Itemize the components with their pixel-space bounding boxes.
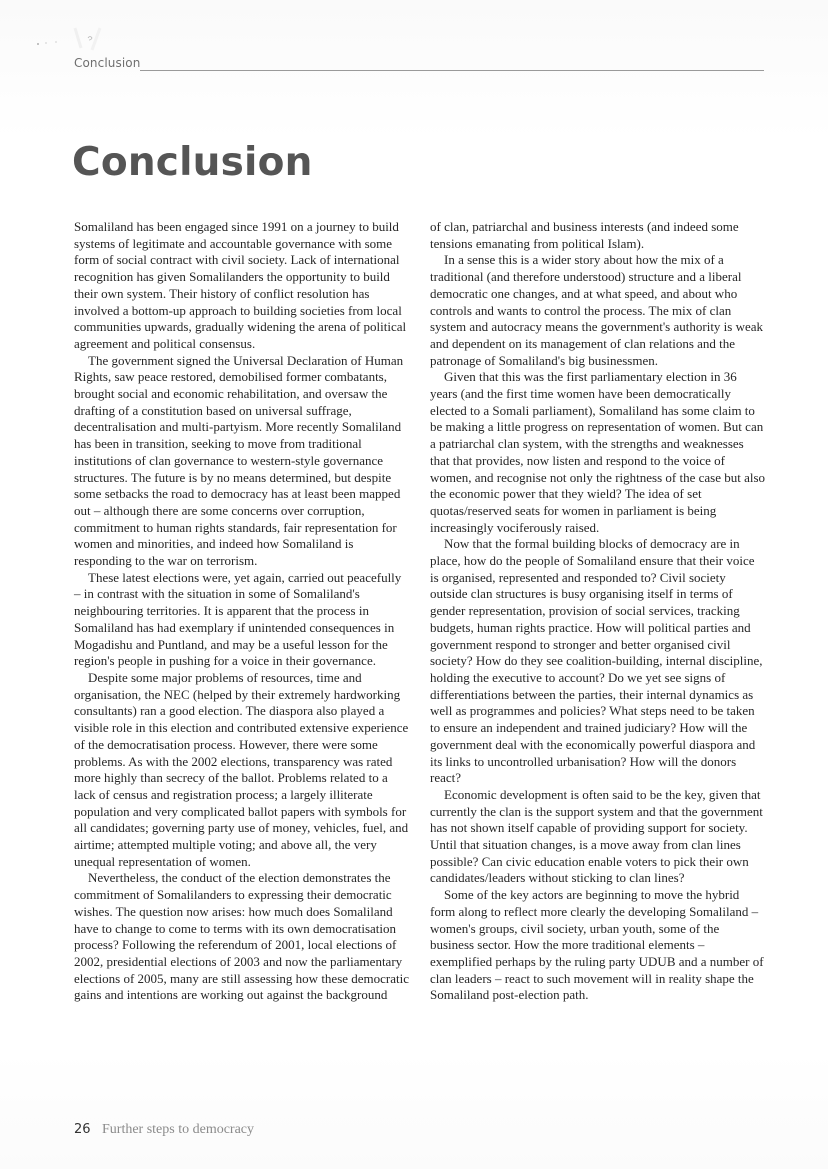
header-rule (140, 70, 764, 71)
footer-book-title: Further steps to democracy (102, 1122, 255, 1137)
paragraph: Now that the formal building blocks of democracy are in place, how do the people of Somaliland ensure that their voice is organised, represented and responded to? Civil society outside clan structures is busy organising itself in terms of gender representation, provision of social services, tracking budgets, human rights practice. How will political parties and government respond to stronger and better organised civil society? How do they see coalition-building, internal discipline, holding the executive to account? Do we yet see signs of differentiations between the parties, their internal dynamics as well as programmes and policies? What steps need to be taken to ensure an independent and trained judiciary? How will the government deal with the economically powerful diaspora and its links to uncontrolled urbanisation? How will the donors react? (430, 536, 763, 786)
right-text-column (430, 219, 766, 1004)
paragraph: The government signed the Universal Declaration of Human Rights, saw peace restored, demobilised former combatants, brought social and economic rehabilitation, and oversaw the drafting of a constitution based on universal suffrage, decentralisation and multi-partyism. More recently Somaliland has been in transition, seeking to move from traditional institutions of clan governance to western-style governance structures. The future is by no means determined, but despite some setbacks the road to democracy has at least been mapped out – although there are some concerns over corruption, commitment to human rights standards, fair representation for women and minorities, and indeed how Somaliland is responding to the war on terrorism. (74, 352, 404, 569)
paragraph: Despite some major problems of resources, time and organisation, the NEC (helped by their extremely hardworking consultants) ran a good election. The diaspora also played a visible role in this election and contributed extensive experience of the democratisation process. However, there were some problems. As with the 2002 elections, transparency was rated more highly than secrecy of the ballot. Problems related to a lack of census and registration process; a largely illiterate population and very complicated ballot papers with symbols for all candidates; governing party use of money, vehicles, fuel, and airtime; attempted multiple voting; and above all, the very unequal representation of women. (74, 669, 409, 869)
scan-artifact-marks (30, 26, 120, 56)
paragraph: Somaliland has been engaged since 1991 on a journey to build systems of legitimate and accountable governance with some form of social contract with civil society. Lack of international recognition has given Somalilanders the opportunity to build their own system. Their history of conflict resolution has involved a bottom-up approach to building societies from local communities upwards, gradually widening the arena of political agreement and political consensus. (74, 219, 407, 351)
page-footer (74, 1122, 474, 1142)
chapter-title: Conclusion (72, 140, 313, 185)
paragraph: Given that this was the first parliamentary election in 36 years (and the first time women have been democratically elected to a Somali parliament), Somaliland has some claim to be making a little progress on representation of women. But can a patriarchal clan system, with the strengths and weaknesses that that provides, now listen and respond to the voice of women, and recognise not only the rightness of the case but also the economic power that they wield? The idea of set quotas/reserved seats for women in parliament is being increasingly vociferously raised. (430, 369, 766, 535)
running-header (74, 56, 764, 74)
paragraph: Nevertheless, the conduct of the election demonstrates the commitment of Somalilanders to expressing their democratic wishes. The question now arises: how much does Somaliland have to change to come to terms with its own democratisation process? Following the referendum of 2001, local elections of 2002, presidential elections of 2003 and now the parliamentary elections of 2005, many are still assessing how these democratic gains and intentions are working out against the background (74, 870, 410, 1003)
paragraph: Economic development is often said to be the key, given that currently the clan is the support system and that the government has not shown itself capable of providing support for society. Until that situation changes, is a move away from clan lines possible? Can civic education enable voters to pick their own candidates/leaders without sticking to clan lines? (430, 786, 763, 886)
page-number: 26 (74, 1122, 91, 1137)
paragraph: In a sense this is a wider story about how the mix of a traditional (and therefore understood) structure and a liberal democratic one changes, and at what speed, and about who controls and wants to control the process. The mix of clan system and autocracy means the government's authority is weak and dependent on its management of clan relations and the patronage of Somaliland's big businessmen. (430, 252, 764, 368)
running-header-title: Conclusion (74, 56, 141, 70)
paragraph: These latest elections were, yet again, carried out peacefully – in contrast with the situation in some of Somaliland's neighbouring territories. It is apparent that the process in Somaliland has had exemplary if unintended consequences in Mogadishu and Puntland, and may be a useful lesson for the region's people in pushing for a voice in their governance. (74, 569, 402, 669)
paragraph-continued: of clan, patriarchal and business interests (and indeed some tensions emanating from political Islam). (430, 219, 739, 251)
left-text-column (74, 219, 410, 1004)
paragraph: Some of the key actors are beginning to move the hybrid form along to reflect more clearly the developing Somaliland – women's groups, civil society, urban youth, some of the business sector. How the more traditional elements – exemplified perhaps by the ruling party UDUB and a number of clan leaders – react to such movement will in reality shape the Somaliland post-election path. (430, 887, 764, 1003)
